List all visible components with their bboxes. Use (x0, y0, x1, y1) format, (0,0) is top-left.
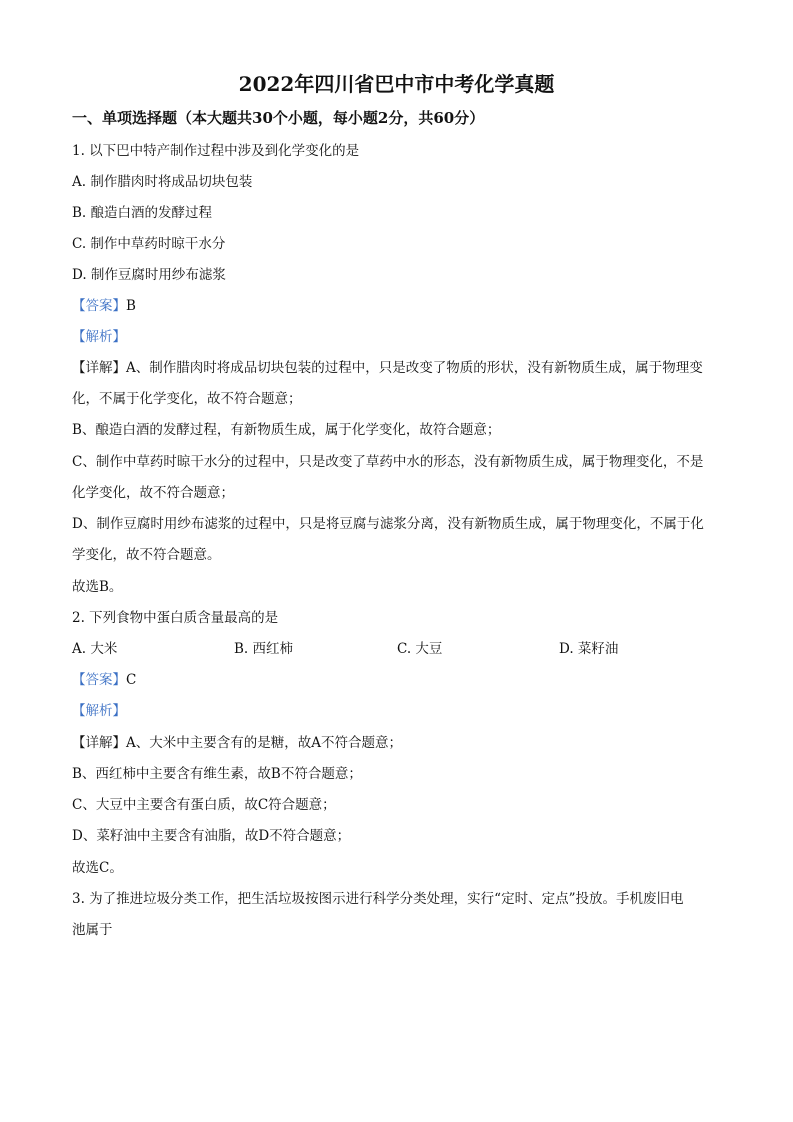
question-1-conclusion: 故选B。 (72, 579, 123, 595)
detail-text: A、大米中主要含有的是糖，故A不符合题意； (126, 735, 402, 751)
question-2-stem: 2. 下列食物中蛋白质含量最高的是 (72, 610, 279, 626)
question-2-option-b: B. 西红柿 (234, 641, 294, 657)
detail-text: A、制作腊肉时将成品切块包装的过程中，只是改变了物质的形状，没有新物质生成，属于物理变 (126, 360, 703, 376)
question-1-option-b: B. 酿造白酒的发酵过程 (72, 205, 213, 221)
question-2-detail-line: D、菜籽油中主要含有油脂，故D不符合题意； (72, 828, 351, 844)
analysis-tag: 【解析】 (72, 329, 126, 345)
question-3-stem: 3. 为了推进垃圾分类工作，把生活垃圾按图示进行科学分类处理，实行“定时、定点”投放。手机废旧电 (72, 891, 684, 907)
question-2-answer (72, 670, 722, 690)
question-1-detail-line: C、制作中草药时晾干水分的过程中，只是改变了草药中水的形态，没有新物质生成，属于物理变化，不是 (72, 454, 704, 470)
question-2-detail-line: C、大豆中主要含有蛋白质，故C符合题意； (72, 797, 336, 813)
question-1-detail-line: D、制作豆腐时用纱布滤浆的过程中，只是将豆腐与滤浆分离，没有新物质生成，属于物理变化，不属于化 (72, 516, 704, 532)
question-2-options (72, 639, 722, 659)
question-2-option-d: D. 菜籽油 (559, 641, 619, 657)
question-1-option-d: D. 制作豆腐时用纱布滤浆 (72, 267, 226, 283)
question-1-answer (72, 296, 722, 316)
answer-tag: 【答案】 (72, 672, 126, 688)
question-2-detail-line: B、西红柿中主要含有维生素，故B不符合题意； (72, 766, 362, 782)
question-2-option-c: C. 大豆 (397, 641, 443, 657)
question-1-detail-line: 化学变化，故不符合题意； (72, 485, 234, 501)
question-1-option-a: A. 制作腊肉时将成品切块包装 (72, 174, 253, 190)
question-2-analysis-tag (72, 701, 722, 721)
section-heading: 一、单项选择题（本大题共30个小题，每小题2分，共60分） (72, 109, 485, 127)
question-2-conclusion: 故选C。 (72, 860, 123, 876)
answer-tag: 【答案】 (72, 298, 126, 314)
detail-tag: 【详解】 (72, 735, 126, 751)
page-title: 2022年四川省巴中市中考化学真题 (238, 72, 555, 96)
question-1-stem: 1. 以下巴中特产制作过程中涉及到化学变化的是 (72, 143, 360, 159)
question-1-detail-line: B、酿造白酒的发酵过程，有新物质生成，属于化学变化，故符合题意； (72, 422, 501, 438)
question-2-option-a: A. 大米 (72, 641, 118, 657)
question-2-detail-line (72, 733, 722, 753)
question-1-option-c: C. 制作中草药时晾干水分 (72, 236, 226, 252)
question-1-detail-line (72, 358, 722, 378)
analysis-tag: 【解析】 (72, 703, 126, 719)
question-1-analysis-tag (72, 327, 722, 347)
question-1-detail-line: 化，不属于化学变化，故不符合题意； (72, 391, 302, 407)
question-3-stem-continued: 池属于 (72, 922, 113, 938)
answer-value: C (126, 672, 137, 688)
detail-tag: 【详解】 (72, 360, 126, 376)
answer-value: B (126, 298, 136, 314)
question-1-detail-line: 学变化，故不符合题意。 (72, 547, 221, 563)
